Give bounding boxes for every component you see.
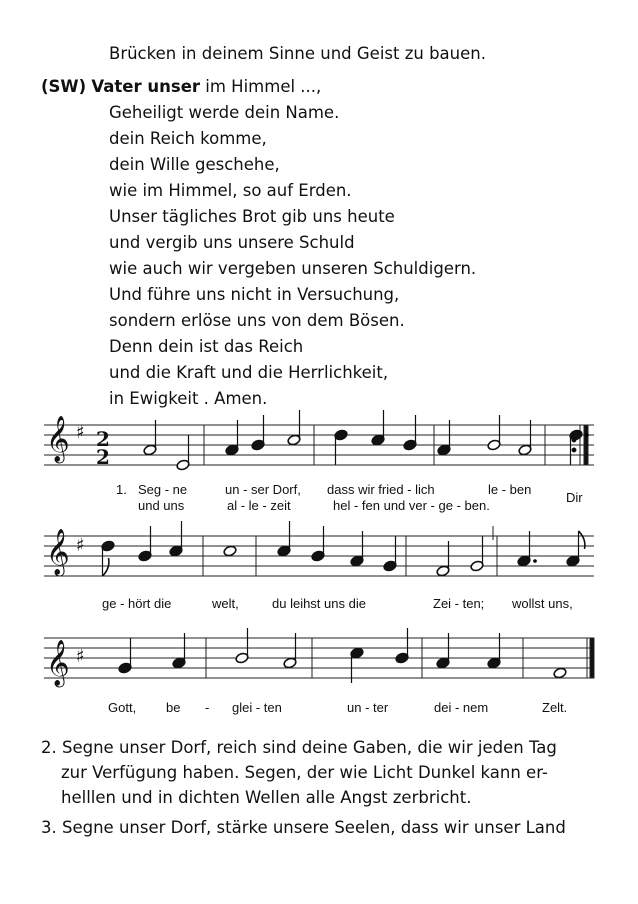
- verse-2-line: 2. Segne unser Dorf, reich sind deine Gaben, die wir jeden Tag: [41, 738, 557, 757]
- bar-line-thick: [584, 425, 588, 465]
- note-flag: [103, 558, 109, 576]
- note-head: [553, 667, 567, 679]
- verse-2: [41, 735, 601, 810]
- lyric: wollst uns,: [512, 596, 573, 611]
- lyric: le - ben: [488, 482, 532, 497]
- lyric: dei - nem: [434, 700, 489, 715]
- prayer-title-rest: im Himmel ...,: [200, 77, 322, 96]
- prayer-line: dein Reich komme,: [109, 129, 267, 148]
- lyric: be: [166, 700, 181, 715]
- prayer-line: und vergib uns unsere Schuld: [109, 233, 355, 252]
- staff-2: [44, 521, 594, 611]
- staff-3: [44, 628, 594, 715]
- prayer-line: dein Wille geschehe,: [109, 155, 280, 174]
- lyric: Dir: [566, 490, 583, 505]
- prayer-line: in Ewigkeit . Amen.: [109, 389, 268, 408]
- verse-3-line: 3. Segne unser Dorf, stärke unsere Seelen, dass wir unser Land: [41, 818, 566, 837]
- bar-line-thick: [590, 638, 594, 678]
- key-signature-sharp: ♯: [76, 535, 85, 556]
- key-signature-sharp: ♯: [76, 422, 85, 443]
- lyric: Seg - ne: [138, 482, 188, 497]
- note-head: [223, 545, 237, 557]
- staff-1: [44, 410, 594, 513]
- prayer-line: wie auch wir vergeben unseren Schuldigern.: [109, 259, 477, 278]
- lyric: glei - ten: [232, 700, 282, 715]
- prayer-line: und die Kraft und die Herrlichkeit,: [109, 363, 389, 382]
- prayer-line: wie im Himmel, so auf Erden.: [109, 181, 352, 200]
- lyric: Zei - ten;: [433, 596, 485, 611]
- lyric: un - ser Dorf,: [225, 482, 301, 497]
- lyric: hel - fen und ver - ge - ben.: [333, 498, 490, 513]
- speaker-label: (SW): [41, 77, 87, 96]
- note-dot: [533, 559, 537, 563]
- prayer-title: Vater unser: [91, 77, 201, 96]
- verse-2-line: zur Verfügung haben. Segen, der wie Licht Dunkel kann er-: [61, 763, 548, 782]
- treble-clef-icon: 𝄞: [46, 416, 70, 462]
- treble-clef-icon: 𝄞: [46, 640, 70, 686]
- lyric: un - ter: [347, 700, 389, 715]
- lyric: und uns: [138, 498, 185, 513]
- lyric: -: [205, 700, 210, 715]
- key-signature-sharp: ♯: [76, 646, 85, 667]
- prayer-line: sondern erlöse uns von dem Bösen.: [109, 311, 405, 330]
- verse-2-line: helllen und in dichten Wellen alle Angst zerbricht.: [61, 788, 472, 807]
- lyric: du leihst uns die: [272, 596, 366, 611]
- repeat-dot: [572, 448, 576, 452]
- prayer-line: Und führe uns nicht in Versuchung,: [109, 285, 400, 304]
- lyric: welt,: [212, 596, 239, 611]
- time-signature-bottom: 2: [96, 445, 110, 469]
- lyric: ge - hört die: [102, 596, 172, 611]
- lyric: dass wir fried - lich: [327, 482, 435, 497]
- prayer-line: Unser tägliches Brot gib uns heute: [109, 207, 395, 226]
- time-signature-top: 2: [96, 427, 110, 451]
- lyric: Zelt.: [542, 700, 568, 715]
- lyric: al - le - zeit: [227, 498, 291, 513]
- lyric: Gott,: [108, 700, 137, 715]
- text-line-top: Brücken in deinem Sinne und Geist zu bauen.: [109, 44, 486, 63]
- verse-3: [41, 815, 601, 840]
- verse-number: 1.: [116, 482, 127, 497]
- note-dot: [585, 433, 589, 437]
- prayer-line: Geheiligt werde dein Name.: [109, 103, 340, 122]
- treble-clef-icon: 𝄞: [46, 529, 70, 575]
- prayer-line: Denn dein ist das Reich: [109, 337, 304, 356]
